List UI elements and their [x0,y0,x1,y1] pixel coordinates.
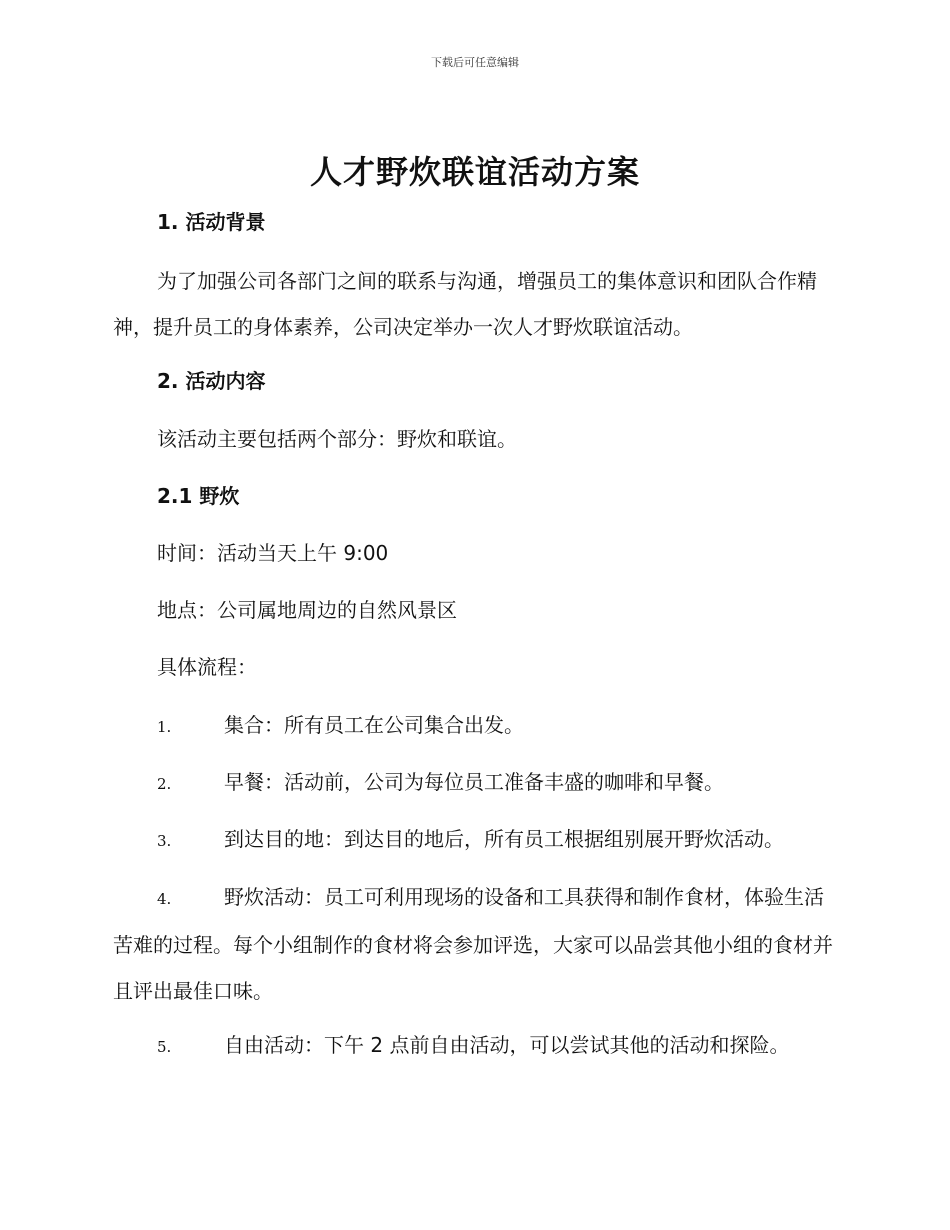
step-text: 野炊活动：员工可利用现场的设备和工具获得和制作食材，体验生活苦难的过程。每个小组制作的食材将会参加评选，大家可以品尝其他小组的食材并且评出最佳口味。 [113,885,833,1003]
step-text: 集合：所有员工在公司集合出发。 [224,713,524,737]
subsection-heading-picnic: 2.1 野炊 [157,484,240,508]
document-title: 人才野炊联谊活动方案 [309,153,640,191]
step-text: 自由活动：下午 2 点前自由活动，可以尝试其他的活动和探险。 [224,1033,790,1057]
step-number: 5. [157,1038,172,1056]
section-heading-content: 2. 活动内容 [157,369,266,393]
step-text: 到达目的地：到达目的地后，所有员工根据组别展开野炊活动。 [224,827,784,851]
step-text: 早餐：活动前，公司为每位员工准备丰盛的咖啡和早餐。 [224,770,724,794]
step-number: 1. [157,718,172,736]
section-heading-background: 1. 活动背景 [157,210,266,234]
time-line: 时间：活动当天上午 9:00 [157,541,389,565]
step-item-wrapped [113,874,843,1014]
step-number: 3. [157,832,172,850]
header-note: 下载后可任意编辑 [431,56,519,69]
background-paragraph: 为了加强公司各部门之间的联系与沟通，增强员工的集体意识和团队合作精神，提升员工的身体素养，公司决定举办一次人才野炊联谊活动。 [113,269,817,339]
step-number: 4. [157,890,172,908]
step-number: 2. [157,775,172,793]
place-line: 地点：公司属地周边的自然风景区 [157,598,457,622]
process-label: 具体流程： [157,655,257,679]
content-paragraph: 该活动主要包括两个部分：野炊和联谊。 [157,427,517,451]
